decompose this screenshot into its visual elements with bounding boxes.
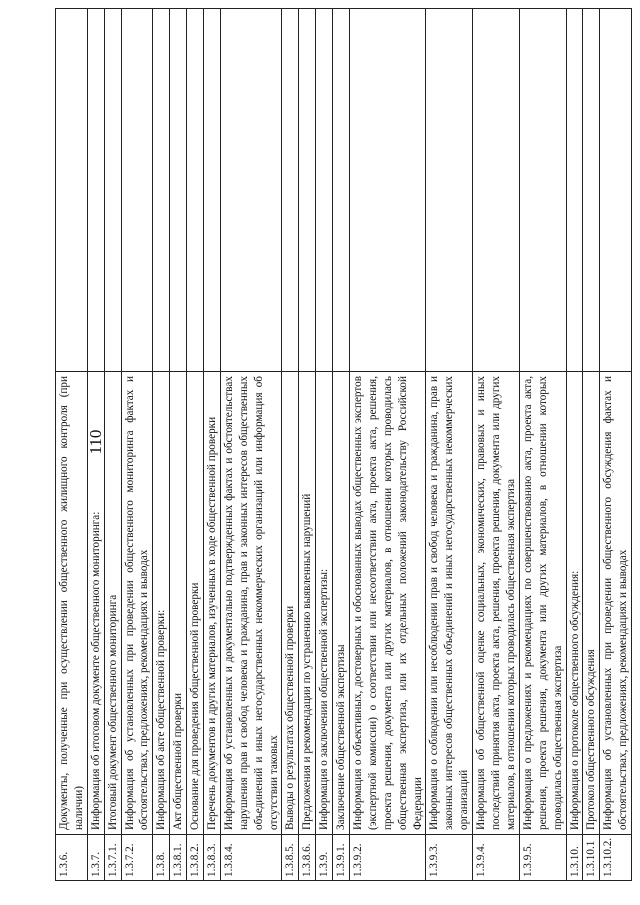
table-row: [56, 9, 88, 881]
row-number: 1.3.7.: [87, 835, 104, 881]
row-value-cell: [600, 9, 632, 372]
row-value-cell: [426, 9, 473, 372]
row-description: Информация об установленных и документально подтвержденных фактах и обстоятельствах нарушения прав и свобод человека и гражданина, прав и законных интересов общественных объединений и иных негосударственных некоммерческих организаций или информация об отсутствии таковых: [220, 372, 282, 835]
row-number: 1.3.9.1.: [333, 835, 350, 881]
document-table: [55, 8, 632, 881]
table-row: [350, 9, 426, 881]
table-row: [282, 9, 299, 881]
row-value-cell: [473, 9, 520, 372]
row-description: Документы, полученные при осуществлении общественного жилищного контроля (при наличии): [56, 372, 88, 835]
row-number: 1.3.10.1: [583, 835, 600, 881]
row-value-cell: [56, 9, 88, 372]
row-value-cell: [220, 9, 282, 372]
row-value-cell: [316, 9, 333, 372]
table-row: [600, 9, 632, 881]
document-table-body: [56, 9, 632, 881]
table-row: [87, 9, 104, 881]
row-number: 1.3.7.1.: [104, 835, 121, 881]
row-description: Информация о объективных, достоверных и обоснованных выводах общественных экспертов (экспертной комиссии) о соответствии или несоответствии акта, проекта акта, решения, проекта решения, документа или других материалов, в отношении которых проводилась общественная экспертиза, или их отдельных положений законодательству Российской Федерации: [350, 372, 426, 835]
table-row: [204, 9, 221, 881]
row-value-cell: [87, 9, 104, 372]
row-description: Информация об итоговом документе общественного мониторинга:: [87, 372, 104, 835]
table-row: [566, 9, 583, 881]
table-row: [473, 9, 520, 881]
table-row: [104, 9, 121, 881]
row-description: Информация о протоколе общественного обсуждения:: [566, 372, 583, 835]
row-number: 1.3.8.3.: [204, 835, 221, 881]
row-value-cell: [350, 9, 426, 372]
row-description: Информация об общественной оценке социальных, экономических, правовых и иных последствий принятия акта, проекта акта, решения, проекта решения, документа или других материалов, в отношении которых проводилась общественная экспертиза: [473, 372, 520, 835]
page-number: 110: [86, 429, 105, 455]
row-value-cell: [121, 9, 153, 372]
row-number: 1.3.9.4.: [473, 835, 520, 881]
row-value-cell: [583, 9, 600, 372]
row-number: 1.3.9.: [316, 835, 333, 881]
row-number: 1.3.10.: [566, 835, 583, 881]
row-description: Протокол общественного обсуждения: [583, 372, 600, 835]
row-description: Перечень документов и других материалов, изученных в ходе общественной проверки: [204, 372, 221, 835]
row-description: Информация о соблюдении или несоблюдении прав и свобод человека и гражданина, прав и законных интересов общественных объединений и иных негосударственных некоммерческих организаций: [426, 372, 473, 835]
table-row: [299, 9, 316, 881]
table-row: [316, 9, 333, 881]
row-value-cell: [282, 9, 299, 372]
row-description: Информация о предложениях и рекомендациях по совершенствованию акта, проекта акта, решения, проекта решения, документа или других материалов, в отношении которых проводилась общественная экспертиза: [519, 372, 566, 835]
table-row: [333, 9, 350, 881]
table-row: [583, 9, 600, 881]
table-row: [220, 9, 282, 881]
row-value-cell: [204, 9, 221, 372]
row-number: 1.3.9.5.: [519, 835, 566, 881]
table-row: [153, 9, 170, 881]
row-number: 1.3.9.2.: [350, 835, 426, 881]
row-number: 1.3.8.1.: [170, 835, 187, 881]
table-row: [519, 9, 566, 881]
row-description: Итоговый документ общественного мониторинга: [104, 372, 121, 835]
row-number: 1.3.8.: [153, 835, 170, 881]
table-row: [187, 9, 204, 881]
row-number: 1.3.8.5.: [282, 835, 299, 881]
row-number: 1.3.8.4.: [220, 835, 282, 881]
row-description: Основание для проведения общественной проверки: [187, 372, 204, 835]
row-value-cell: [170, 9, 187, 372]
row-description: Информация об установленных при проведении общественного обсуждения фактах и обстоятельствах, предложениях, рекомендациях и выводах: [600, 372, 632, 835]
row-description: Информация о заключении общественной экспертизы:: [316, 372, 333, 835]
row-description: Выводы о результатах общественной проверки: [282, 372, 299, 835]
row-value-cell: [187, 9, 204, 372]
row-value-cell: [153, 9, 170, 372]
table-row: [426, 9, 473, 881]
row-value-cell: [299, 9, 316, 372]
row-number: 1.3.10.2.: [600, 835, 632, 881]
row-description: Информация об акте общественной проверки:: [153, 372, 170, 835]
row-number: 1.3.8.2.: [187, 835, 204, 881]
row-value-cell: [566, 9, 583, 372]
row-description: Предложения и рекомендации по устранению выявленных нарушений: [299, 372, 316, 835]
row-number: 1.3.6.: [56, 835, 88, 881]
row-value-cell: [333, 9, 350, 372]
row-value-cell: [519, 9, 566, 372]
row-description: Заключение общественной экспертизы: [333, 372, 350, 835]
row-description: Акт общественной проверки: [170, 372, 187, 835]
row-value-cell: [104, 9, 121, 372]
row-number: 1.3.7.2.: [121, 835, 153, 881]
table-row: [121, 9, 153, 881]
table-row: [170, 9, 187, 881]
document-table-container: [55, 35, 630, 881]
row-description: Информация об установленных при проведении общественного мониторинга фактах и обстоятельствах, предложениях, рекомендациях и выводах: [121, 372, 153, 835]
row-number: 1.3.8.6.: [299, 835, 316, 881]
row-number: 1.3.9.3.: [426, 835, 473, 881]
